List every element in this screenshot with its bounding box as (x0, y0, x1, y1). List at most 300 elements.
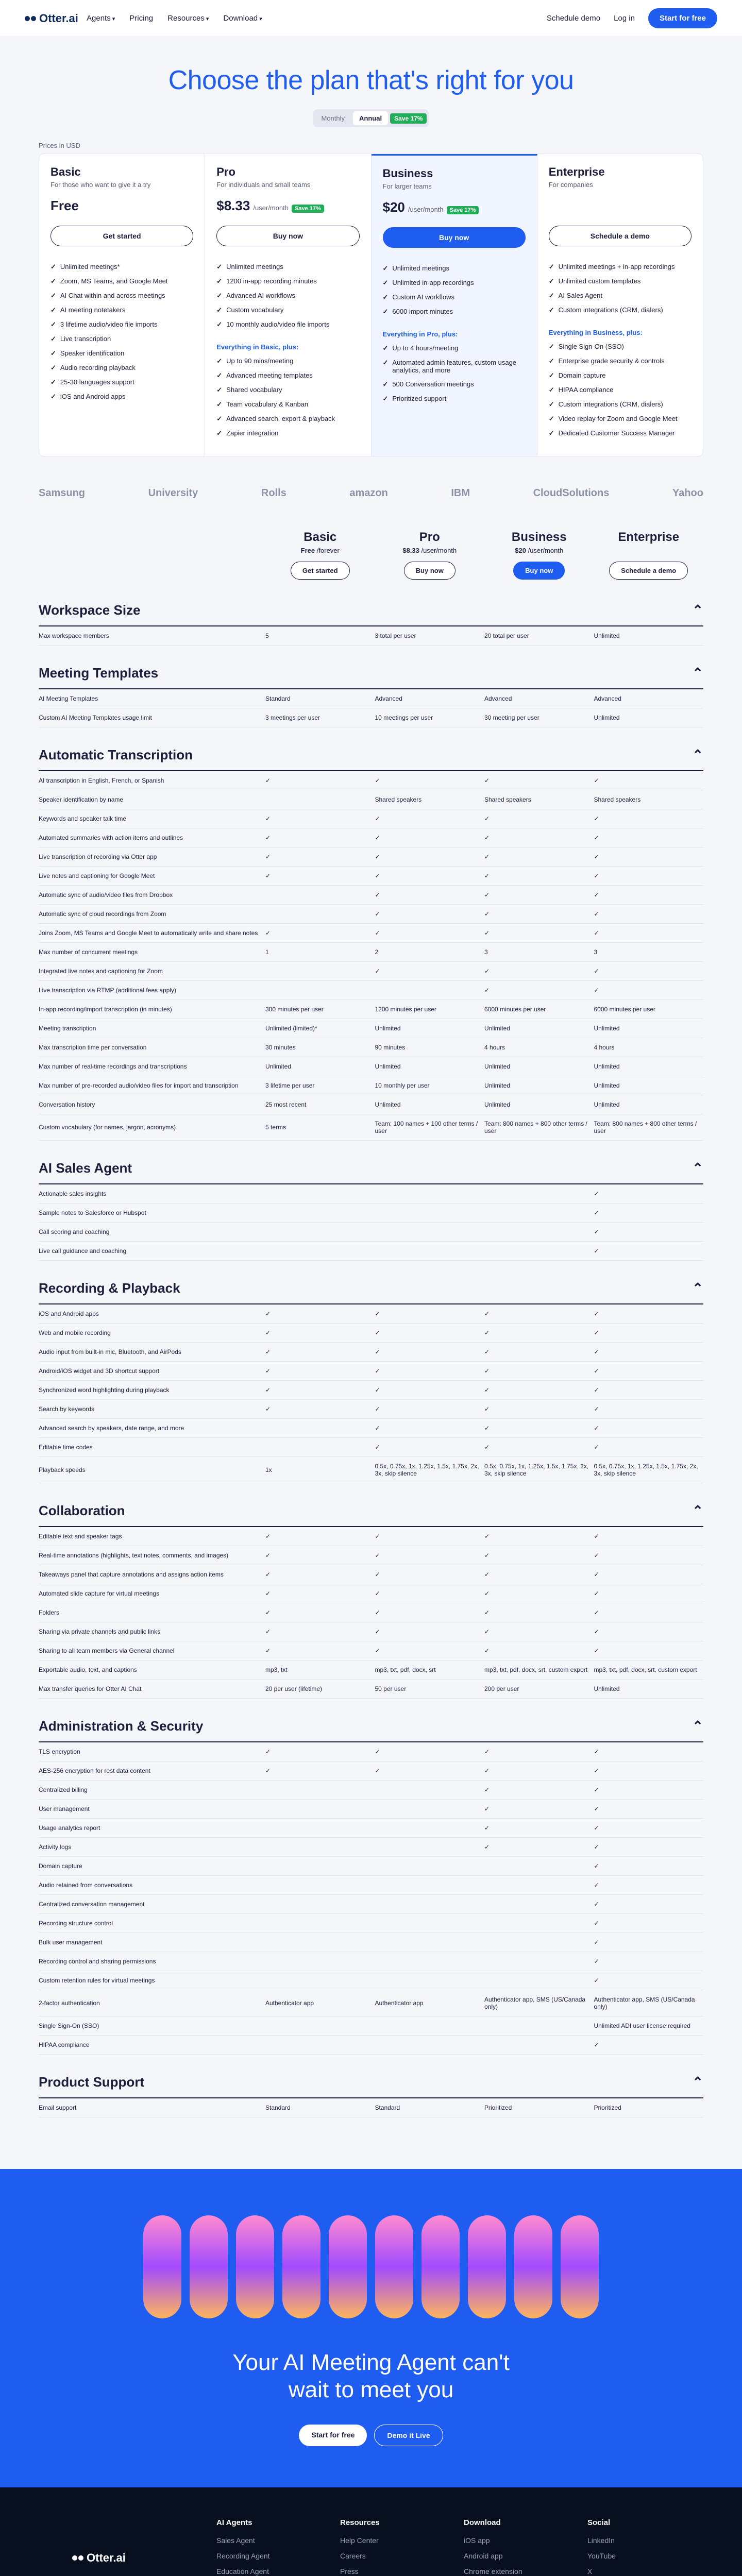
feature-value: Unlimited (594, 1101, 620, 1108)
feature-value: ✓ (265, 1647, 271, 1654)
table-row (39, 1038, 703, 1057)
feature-name: Sharing to all team members via General channel (39, 1647, 175, 1654)
feature-item: ✓ 3 lifetime audio/video file imports (50, 317, 193, 332)
feature-item: ✓ AI meeting notetakers (50, 303, 193, 317)
footer-link[interactable]: Chrome extension (464, 2567, 522, 2575)
plan-sub-features (216, 354, 359, 440)
feature-value: Authenticator app, SMS (US/Canada only) (594, 1996, 695, 2010)
feature-item: ✓ 1200 in-app recording minutes (216, 274, 359, 289)
table-row (39, 1914, 703, 1933)
plan-desc: For those who want to give it a try (50, 181, 151, 189)
table-row (39, 1990, 703, 2016)
feature-item: ✓ 6000 import minutes (383, 304, 526, 319)
chevron-up-icon[interactable] (692, 2074, 703, 2090)
feature-value: ✓ (594, 834, 599, 841)
footer-link[interactable]: Education Agent (216, 2567, 269, 2575)
customer-logo: University (148, 487, 198, 499)
feature-item: ✓ Unlimited meetings + in-app recordings (549, 260, 692, 274)
section-title-text: Recording & Playback (39, 1280, 180, 1296)
compare-plan-name: Pro (419, 530, 440, 544)
feature-item: ✓ Custom integrations (CRM, dialers) (549, 397, 692, 412)
plan-sub-features (383, 341, 526, 406)
footer-link[interactable]: YouTube (587, 2551, 616, 2560)
feature-name: Joins Zoom, MS Teams and Google Meet to automatically write and share notes (39, 929, 258, 937)
footer (0, 2487, 742, 2576)
plan-desc: For larger teams (382, 182, 432, 190)
footer-link[interactable]: Sales Agent (216, 2536, 255, 2545)
compare-cta-button[interactable]: Get started (291, 562, 350, 580)
chevron-up-icon[interactable] (692, 1160, 703, 1176)
section-title[interactable] (39, 1496, 703, 1527)
table-row (39, 1876, 703, 1895)
footer-link[interactable]: Careers (340, 2551, 366, 2560)
feature-value: Unlimited (375, 1025, 401, 1032)
feature-value: 0.5x, 0.75x, 1x, 1.25x, 1.5x, 1.75x, 2x, 3x, skip silence (375, 1463, 479, 1477)
feature-item: ✓ Advanced meeting templates (216, 368, 359, 383)
feature-value: ✓ (375, 1533, 380, 1540)
section-title-text: Automatic Transcription (39, 747, 193, 762)
feature-name: Conversation history (39, 1101, 95, 1108)
table-row (39, 790, 703, 809)
feature-value: Prioritized (484, 2104, 512, 2111)
price-value: $20 (382, 199, 405, 215)
feature-value: Unlimited (limited)* (265, 1025, 317, 1032)
footer-link[interactable]: Help Center (340, 2536, 379, 2545)
compare-price-value: $20 (515, 547, 526, 554)
section-title-text: Administration & Security (39, 1718, 204, 1734)
feature-value: ✓ (594, 1444, 599, 1451)
table-row (39, 1184, 703, 1204)
feature-value: Unlimited (594, 632, 620, 639)
compare-price-value: $8.33 (402, 547, 419, 554)
feature-value: ✓ (484, 1310, 490, 1317)
feature-value: ✓ (484, 815, 490, 822)
table-row (39, 1324, 703, 1343)
footer-link[interactable]: iOS app (464, 2536, 490, 2545)
table-row (39, 1819, 703, 1838)
feature-value: ✓ (265, 1310, 271, 1317)
feature-value: ✓ (484, 1767, 490, 1774)
feature-value: Unlimited (265, 1063, 292, 1070)
customer-logo: amazon (349, 487, 388, 499)
chevron-up-icon[interactable] (692, 747, 703, 763)
cta-title: Your AI Meeting Agent can't wait to meet you (232, 2350, 510, 2402)
feature-value: ✓ (594, 1939, 599, 1946)
feature-item: ✓ Live transcription (50, 332, 193, 346)
feature-value: ✓ (484, 891, 490, 899)
plan-cta-button[interactable]: Buy now (216, 226, 359, 246)
price-suffix: /user/month (408, 206, 444, 213)
feature-value: ✓ (265, 1571, 271, 1578)
table-row (39, 771, 703, 790)
feature-name: Speaker identification by name (39, 796, 124, 803)
section-title[interactable] (39, 740, 703, 771)
plan-name: Basic (50, 165, 81, 178)
feature-name: Takeaways panel that capture annotations and assigns action items (39, 1571, 224, 1578)
feature-value: ✓ (594, 1425, 599, 1432)
section-title-text: Product Support (39, 2074, 145, 2090)
feature-section (39, 595, 703, 646)
feature-value: ✓ (484, 777, 490, 784)
feature-name: Activity logs (39, 1843, 72, 1851)
feature-name: Automated slide capture for virtual meetings (39, 1590, 160, 1597)
feature-value: ✓ (594, 1386, 599, 1394)
table-row (39, 626, 703, 646)
footer-link[interactable]: X (587, 2567, 593, 2575)
feature-name: Usage analytics report (39, 1824, 100, 1832)
feature-name: Single Sign-On (SSO) (39, 2022, 99, 2029)
feature-value: Unlimited (594, 1082, 620, 1089)
feature-value: Unlimited (594, 1025, 620, 1032)
footer-link[interactable]: Android app (464, 2551, 503, 2560)
plan-price (216, 198, 359, 217)
brand-logo[interactable]: Otter.ai (25, 12, 71, 25)
feature-value: ✓ (265, 815, 271, 822)
plan-sub-heading: Everything in Pro, plus: (382, 330, 458, 338)
feature-name: Integrated live notes and captioning for Zoom (39, 968, 163, 975)
feature-name: Max transfer queries for Otter AI Chat (39, 1685, 142, 1692)
people-images (0, 2215, 742, 2318)
table-row (39, 1000, 703, 1019)
chevron-up-icon[interactable] (692, 1503, 703, 1519)
feature-value: mp3, txt (265, 1666, 288, 1673)
table-row (39, 1019, 703, 1038)
table-row (39, 1438, 703, 1457)
feature-value: ✓ (484, 910, 490, 918)
feature-name: AES-256 encryption for rest data content (39, 1767, 150, 1774)
compare-price-note: /user/month (419, 547, 457, 554)
feature-name: Meeting transcription (39, 1025, 96, 1032)
table-row (39, 1603, 703, 1622)
monthly-option[interactable]: Monthly (321, 114, 345, 122)
feature-value: ✓ (265, 929, 271, 937)
feature-item: ✓ Custom vocabulary (216, 303, 359, 317)
section-title-text: AI Sales Agent (39, 1160, 132, 1176)
plan-cta-button[interactable]: Buy now (383, 227, 526, 248)
feature-value: Unlimited ADI user license required (594, 2022, 690, 2029)
table-row (39, 962, 703, 981)
feature-value: ✓ (594, 968, 599, 975)
start-free-button[interactable]: Start for free (648, 8, 717, 28)
feature-value: ✓ (484, 1590, 490, 1597)
feature-name: Custom vocabulary (for names, jargon, acronyms) (39, 1124, 176, 1131)
plan-price (50, 198, 193, 217)
feature-item: ✓ Advanced AI workflows (216, 289, 359, 303)
feature-name: Centralized billing (39, 1786, 88, 1793)
plan-features (549, 260, 692, 317)
feature-value: ✓ (484, 1386, 490, 1394)
plan-card (537, 154, 703, 456)
feature-name: User management (39, 1805, 90, 1812)
nav-links (87, 14, 262, 23)
feature-value: 4 hours (484, 1044, 505, 1051)
feature-value: ✓ (594, 1329, 599, 1336)
feature-value: Authenticator app (265, 1999, 314, 2007)
table-row (39, 2098, 703, 2117)
feature-name: Live notes and captioning for Google Meet (39, 872, 155, 879)
feature-value: 50 per user (375, 1685, 407, 1692)
feature-value: ✓ (375, 968, 380, 975)
compare-cta-button[interactable]: Schedule a demo (609, 562, 688, 580)
table-row (39, 1304, 703, 1324)
feature-name: Search by keywords (39, 1405, 95, 1413)
schedule-demo-link[interactable]: Schedule demo (546, 14, 601, 23)
nav-link[interactable]: Download ▾ (223, 14, 262, 23)
nav-link[interactable]: Agents ▾ (87, 14, 115, 23)
feature-name: Editable time codes (39, 1444, 93, 1451)
feature-value: Team: 800 names + 800 other terms / user (594, 1120, 697, 1134)
feature-value: ✓ (594, 1571, 599, 1578)
feature-value: ✓ (375, 1310, 380, 1317)
feature-value: ✓ (594, 1767, 599, 1774)
feature-item: ✓ AI Sales Agent (549, 289, 692, 303)
table-row (39, 848, 703, 867)
feature-section (39, 658, 703, 727)
feature-value: 3 meetings per user (265, 714, 321, 721)
feature-name: Automated summaries with action items and outlines (39, 834, 183, 841)
feature-value: ✓ (594, 1209, 599, 1216)
feature-value: ✓ (484, 1571, 490, 1578)
annual-option[interactable]: Annual (353, 111, 388, 125)
compare-plan (594, 530, 704, 580)
feature-value: Prioritized (594, 2104, 621, 2111)
feature-value: ✓ (594, 1190, 599, 1197)
feature-name: Automatic sync of audio/video files from Dropbox (39, 891, 173, 899)
table-row (39, 924, 703, 943)
feature-value: ✓ (375, 1609, 380, 1616)
feature-value: Standard (265, 2104, 291, 2111)
feature-value: ✓ (594, 872, 599, 879)
chevron-up-icon[interactable] (692, 1718, 703, 1734)
feature-value: ✓ (594, 987, 599, 994)
feature-value: ✓ (265, 1609, 271, 1616)
page-title: Choose the plan that's right for you (168, 65, 574, 95)
feature-item: ✓ Enterprise grade security & controls (549, 354, 692, 368)
feature-value: ✓ (375, 891, 380, 899)
plan-cards (39, 154, 703, 456)
plan-sub-heading: Everything in Business, plus: (548, 329, 643, 336)
footer-link[interactable]: Recording Agent (216, 2551, 270, 2560)
table-row (39, 1622, 703, 1641)
compare-plan-name: Enterprise (618, 530, 680, 544)
feature-value: Unlimited (594, 1685, 620, 1692)
plan-card (39, 154, 205, 456)
cta-start-button[interactable]: Start for free (299, 2425, 367, 2446)
table-row (39, 1800, 703, 1819)
feature-value: ✓ (594, 777, 599, 784)
feature-name: Audio retained from conversations (39, 1882, 133, 1889)
feature-value: 25 most recent (265, 1101, 307, 1108)
section-title-text: Meeting Templates (39, 665, 159, 681)
feature-item: ✓ Prioritized support (383, 392, 526, 406)
feature-value: ✓ (375, 1590, 380, 1597)
feature-value: ✓ (594, 1958, 599, 1965)
compare-cta-button[interactable]: Buy now (513, 562, 565, 580)
feature-name: Real-time annotations (highlights, text notes, comments, and images) (39, 1552, 229, 1559)
feature-name: Android/iOS widget and 3D shortcut support (39, 1367, 160, 1375)
feature-value: ✓ (594, 1590, 599, 1597)
feature-value: ✓ (484, 987, 490, 994)
feature-value: ✓ (375, 1628, 380, 1635)
feature-value: 5 terms (265, 1124, 286, 1131)
feature-value: ✓ (594, 1920, 599, 1927)
feature-value: Team: 800 names + 800 other terms / user (484, 1120, 587, 1134)
feature-value: ✓ (594, 1628, 599, 1635)
feature-value: ✓ (265, 1767, 271, 1774)
table-row (39, 1343, 703, 1362)
feature-item: ✓ Shared vocabulary (216, 383, 359, 397)
compare-plan-price (484, 547, 594, 554)
feature-value: Shared speakers (594, 796, 641, 803)
plan-features (50, 260, 193, 404)
feature-value: Standard (265, 695, 291, 702)
feature-item: ✓ Up to 90 mins/meeting (216, 354, 359, 368)
feature-value: ✓ (594, 891, 599, 899)
billing-toggle[interactable] (313, 109, 429, 127)
compare-cta-button[interactable]: Buy now (404, 562, 456, 580)
feature-name: Live call guidance and coaching (39, 1247, 127, 1255)
feature-value: ✓ (484, 1367, 490, 1375)
section-title[interactable] (39, 1273, 703, 1304)
chevron-up-icon[interactable] (692, 1280, 703, 1296)
chevron-up-icon[interactable] (692, 602, 703, 618)
feature-value: ✓ (375, 1425, 380, 1432)
feature-value: 6000 minutes per user (594, 1006, 655, 1013)
feature-value: 2 (375, 948, 379, 956)
table-row (39, 886, 703, 905)
feature-value: ✓ (484, 1552, 490, 1559)
login-link[interactable]: Log in (614, 14, 635, 23)
feature-value: ✓ (594, 1805, 599, 1812)
footer-link[interactable]: LinkedIn (587, 2536, 615, 2545)
feature-item: ✓ Team vocabulary & Kanban (216, 397, 359, 412)
feature-value: Advanced (484, 695, 512, 702)
plan-price (383, 199, 526, 219)
feature-value: ✓ (594, 1786, 599, 1793)
feature-value: ✓ (375, 1348, 380, 1355)
section-title[interactable] (39, 1153, 703, 1184)
feature-item: ✓ Custom integrations (CRM, dialers) (549, 303, 692, 317)
feature-value: 30 meeting per user (484, 714, 539, 721)
feature-value: ✓ (265, 853, 271, 860)
feature-value: ✓ (484, 834, 490, 841)
feature-item: ✓ Zapier integration (216, 426, 359, 440)
feature-value: ✓ (484, 1533, 490, 1540)
feature-value: ✓ (375, 1552, 380, 1559)
feature-name: Max number of concurrent meetings (39, 948, 138, 956)
feature-value: ✓ (375, 910, 380, 918)
table-row (39, 1660, 703, 1680)
feature-value: ✓ (375, 1329, 380, 1336)
feature-value: Unlimited (484, 1063, 511, 1070)
section-title[interactable] (39, 595, 703, 626)
feature-name: Recording control and sharing permissions (39, 1958, 156, 1965)
feature-name: Advanced search by speakers, date range, and more (39, 1425, 184, 1432)
feature-item: ✓ Dedicated Customer Success Manager (549, 426, 692, 440)
compare-plan-price (594, 547, 704, 554)
footer-logo[interactable]: Otter.ai (72, 2518, 119, 2576)
feature-value: 1x (265, 1466, 272, 1473)
table-row (39, 1204, 703, 1223)
feature-value: ✓ (594, 1348, 599, 1355)
compare-plan-name: Business (511, 530, 567, 544)
feature-value: 0.5x, 0.75x, 1x, 1.25x, 1.5x, 1.75x, 2x, 3x, skip silence (484, 1463, 589, 1477)
feature-value: ✓ (375, 1405, 380, 1413)
footer-link[interactable]: Press (340, 2567, 359, 2575)
nav-link[interactable]: Pricing (129, 14, 154, 23)
feature-value: Advanced (594, 695, 621, 702)
feature-section (39, 1273, 703, 1483)
feature-value: Shared speakers (484, 796, 531, 803)
customer-logos (39, 487, 703, 499)
feature-value: Unlimited (375, 1101, 401, 1108)
feature-value: ✓ (375, 929, 380, 937)
feature-name: Keywords and speaker talk time (39, 815, 127, 822)
price-suffix: /user/month (253, 204, 289, 212)
feature-value: ✓ (265, 1590, 271, 1597)
plan-cta-button[interactable]: Get started (50, 226, 193, 246)
feature-value: mp3, txt, pdf, docx, srt, custom export (594, 1666, 697, 1673)
plan-name: Business (382, 167, 433, 180)
footer-column (587, 2518, 670, 2576)
plan-sub-heading: Everything in Basic, plus: (216, 343, 299, 351)
nav-link[interactable]: Resources ▾ (167, 14, 209, 23)
feature-section (39, 2067, 703, 2117)
table-row (39, 2036, 703, 2055)
feature-value: 6000 minutes per user (484, 1006, 546, 1013)
table-row (39, 1381, 703, 1400)
section-title[interactable] (39, 658, 703, 689)
price-value: $8.33 (216, 198, 250, 213)
section-title[interactable] (39, 1711, 703, 1742)
table-row (39, 1242, 703, 1261)
feature-value: Unlimited (594, 1063, 620, 1070)
feature-name: Audio input from built-in mic, Bluetooth, and AirPods (39, 1348, 181, 1355)
feature-value: ✓ (484, 1609, 490, 1616)
feature-value: Shared speakers (375, 796, 422, 803)
feature-value: ✓ (594, 1247, 599, 1255)
price-value: Free (50, 198, 79, 213)
compare-header (39, 530, 703, 580)
feature-item: ✓ Unlimited in-app recordings (383, 276, 526, 290)
plan-desc: For companies (548, 181, 593, 189)
feature-value: ✓ (265, 1405, 271, 1413)
feature-value: ✓ (375, 1386, 380, 1394)
section-title[interactable] (39, 2067, 703, 2098)
plan-cta-button[interactable]: Schedule a demo (549, 226, 692, 246)
table-row (39, 1857, 703, 1876)
feature-name: Call scoring and coaching (39, 1228, 110, 1235)
feature-value: 300 minutes per user (265, 1006, 324, 1013)
feature-item: ✓ Unlimited meetings (383, 261, 526, 276)
chevron-up-icon[interactable] (692, 665, 703, 681)
feature-value: 1 (265, 948, 269, 956)
feature-item: ✓ Advanced search, export & playback (216, 412, 359, 426)
feature-value: ✓ (594, 1367, 599, 1375)
customer-logo: Rolls (261, 487, 286, 499)
footer-column (340, 2518, 443, 2576)
footer-heading: Resources (340, 2518, 380, 2527)
feature-value: 0.5x, 0.75x, 1x, 1.25x, 1.5x, 1.75x, 2x, 3x, skip silence (594, 1463, 698, 1477)
feature-value: 20 total per user (484, 632, 529, 639)
feature-value: 30 minutes (265, 1044, 296, 1051)
cta-demo-button[interactable]: Demo it Live (374, 2425, 443, 2446)
feature-name: Domain capture (39, 1862, 82, 1870)
feature-value: ✓ (265, 872, 271, 879)
plan-features (216, 260, 359, 332)
compare-price-note: /user/month (526, 547, 564, 554)
customer-logo: Samsung (39, 487, 86, 499)
